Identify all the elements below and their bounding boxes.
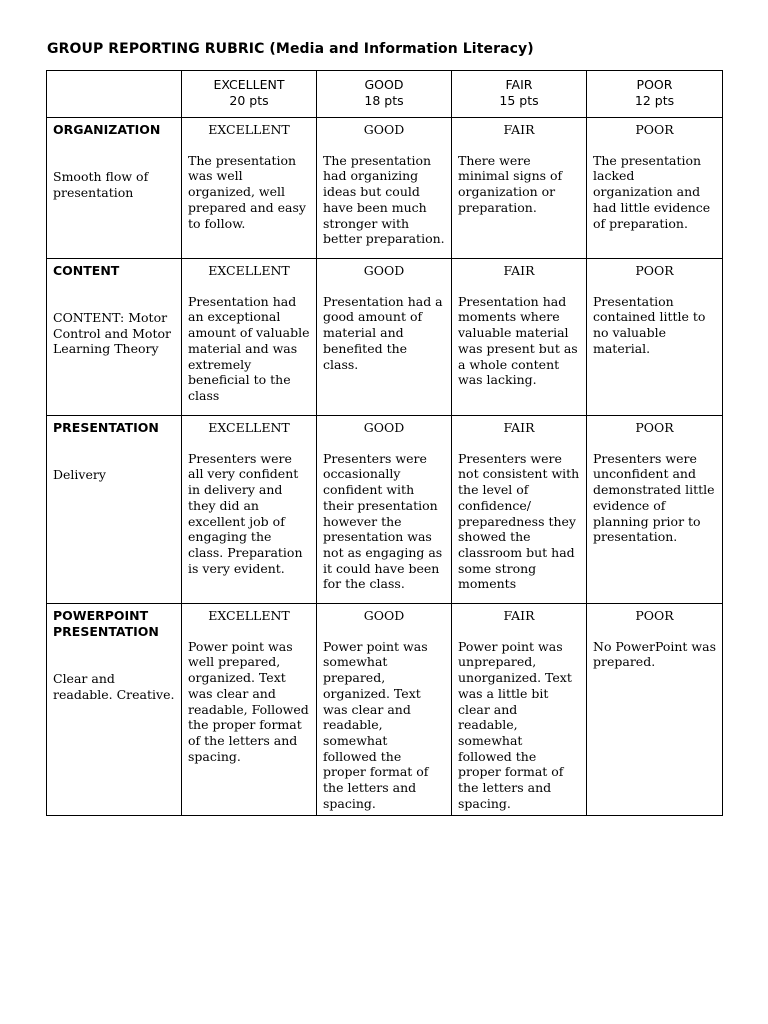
- level-label: POOR: [635, 263, 674, 278]
- level-description: Power point was unprepared, unorganized. Text was a little bit clear and readable, somewhat followed the proper format of the letters and spacing.: [458, 638, 572, 811]
- rubric-cell: [587, 416, 723, 604]
- header-level-label: GOOD: [364, 77, 404, 92]
- criterion-name: CONTENT: [53, 263, 120, 278]
- criterion-description: Clear and readable. Creative.: [53, 671, 175, 702]
- criterion-description: Delivery: [53, 467, 106, 482]
- rubric-cell: [317, 118, 452, 259]
- level-label: EXCELLENT: [208, 263, 290, 278]
- level-label: EXCELLENT: [208, 420, 290, 435]
- table-row: [47, 118, 723, 259]
- criterion-name: ORGANIZATION: [53, 122, 161, 137]
- header-level-label: POOR: [636, 77, 673, 92]
- level-label: POOR: [635, 608, 674, 623]
- level-description: Presenters were not consistent with the level of confidence/ preparedness they showed the classroom but had some strong moments: [458, 450, 580, 592]
- rubric-cell: [452, 416, 587, 604]
- table-row: [47, 259, 723, 416]
- level-label: GOOD: [363, 608, 405, 623]
- header-points: 20 pts: [229, 93, 269, 108]
- level-label: FAIR: [503, 608, 535, 623]
- level-description: Presentation had a good amount of material and benefited the class.: [323, 293, 443, 372]
- header-cell-fair: [452, 71, 587, 118]
- rubric-cell: [452, 604, 587, 816]
- level-label: EXCELLENT: [208, 122, 290, 137]
- rubric-cell: [317, 416, 452, 604]
- rubric-cell: [452, 259, 587, 416]
- rubric-cell: [587, 604, 723, 816]
- rubric-cell: [317, 604, 452, 816]
- header-cell-corner: [47, 71, 182, 118]
- header-cell-good: [317, 71, 452, 118]
- level-description: No PowerPoint was prepared.: [593, 638, 716, 670]
- level-description: The presentation lacked organization and had little evidence of preparation.: [593, 152, 711, 231]
- level-description: Presenters were all very confident in delivery and they did an excellent job of engaging the class. Preparation is very evident.: [188, 450, 303, 576]
- rubric-cell: [182, 416, 317, 604]
- level-label: FAIR: [503, 263, 535, 278]
- criterion-description: Smooth flow of presentation: [53, 169, 149, 200]
- level-label: GOOD: [363, 420, 405, 435]
- header-level-label: FAIR: [505, 77, 533, 92]
- level-label: FAIR: [503, 420, 535, 435]
- criterion-cell: [47, 259, 182, 416]
- level-description: The presentation had organizing ideas but could have been much stronger with better preparation.: [323, 152, 445, 247]
- criterion-cell: [47, 118, 182, 259]
- header-points: 18 pts: [364, 93, 404, 108]
- level-description: The presentation was well organized, well prepared and easy to follow.: [188, 152, 306, 231]
- level-label: POOR: [635, 420, 674, 435]
- criterion-name: PRESENTATION: [53, 420, 159, 435]
- level-description: Presenters were unconfident and demonstrated little evidence of planning prior to presentation.: [593, 450, 715, 545]
- level-description: Power point was somewhat prepared, organized. Text was clear and readable, somewhat followed the proper format of the letters and spacing.: [323, 638, 429, 811]
- level-description: Presentation contained little to no valuable material.: [593, 293, 706, 356]
- criterion-description: CONTENT: Motor Control and Motor Learning Theory: [53, 310, 171, 357]
- level-label: GOOD: [363, 263, 405, 278]
- rubric-cell: [317, 259, 452, 416]
- rubric-cell: [182, 118, 317, 259]
- rubric-cell: [182, 604, 317, 816]
- header-cell-poor: [587, 71, 723, 118]
- rubric-cell: [452, 118, 587, 259]
- level-description: Presentation had moments where valuable material was present but as a whole content was lacking.: [458, 293, 578, 388]
- level-description: Presenters were occasionally confident with their presentation however the presentation was not as engaging as it could have been for the class.: [323, 450, 443, 592]
- page-title: GROUP REPORTING RUBRIC (Media and Information Literacy): [47, 41, 534, 57]
- criterion-cell: [47, 604, 182, 816]
- rubric-cell: [587, 259, 723, 416]
- level-label: FAIR: [503, 122, 535, 137]
- level-description: Power point was well prepared, organized. Text was clear and readable, Followed the proper format of the letters and spacing.: [188, 638, 309, 764]
- table-row: [47, 416, 723, 604]
- criterion-cell: [47, 416, 182, 604]
- level-label: POOR: [635, 122, 674, 137]
- rubric-cell: [182, 259, 317, 416]
- header-level-label: EXCELLENT: [213, 77, 285, 92]
- level-description: Presentation had an exceptional amount of valuable material and was extremely beneficial to the class: [188, 293, 310, 403]
- level-label: EXCELLENT: [208, 608, 290, 623]
- level-label: GOOD: [363, 122, 405, 137]
- criterion-name: POWERPOINT PRESENTATION: [53, 608, 159, 639]
- rubric-cell: [587, 118, 723, 259]
- header-points: 15 pts: [499, 93, 539, 108]
- table-row: [47, 604, 723, 816]
- header-points: 12 pts: [634, 93, 675, 108]
- header-row: [47, 71, 723, 118]
- rubric-table: [46, 70, 723, 816]
- level-description: There were minimal signs of organization or preparation.: [458, 152, 563, 215]
- header-cell-excellent: [182, 71, 317, 118]
